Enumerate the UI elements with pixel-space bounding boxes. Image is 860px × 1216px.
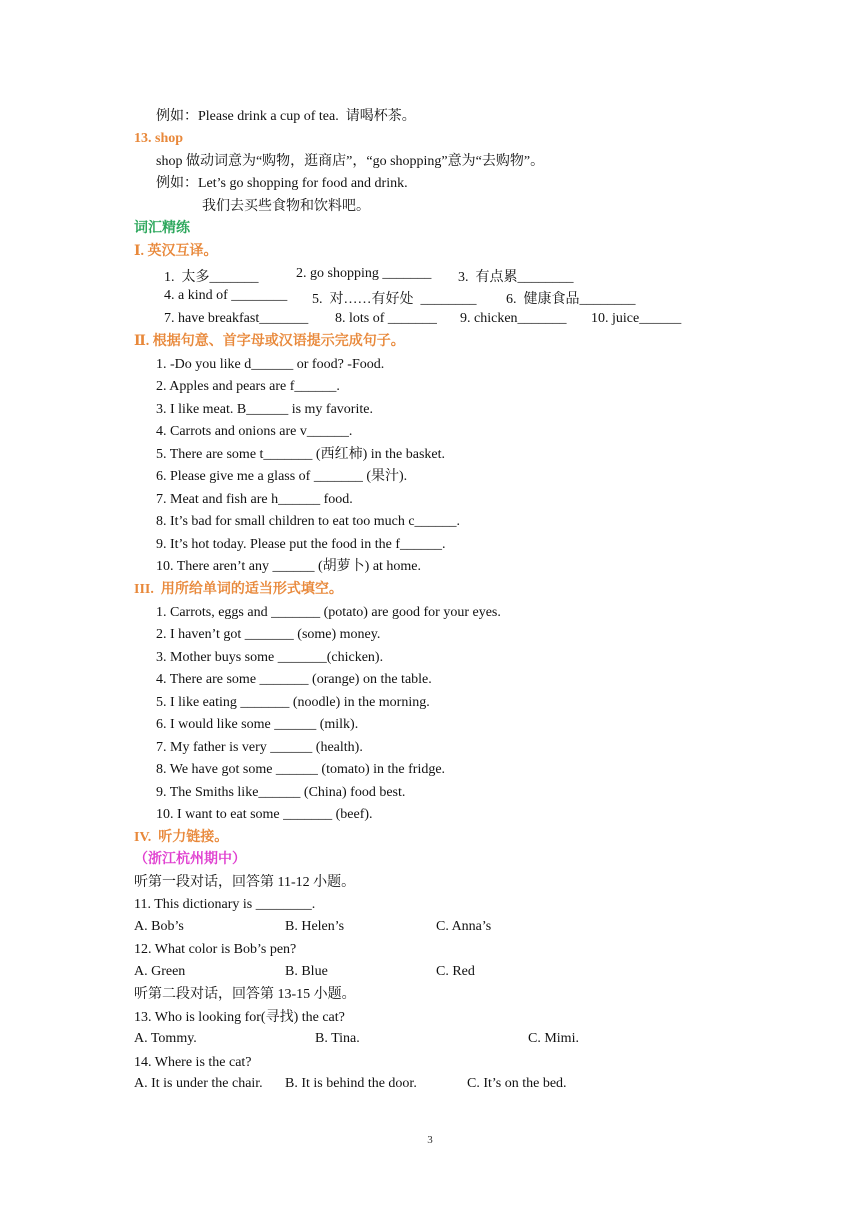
list-item: 3. I like meat. B______ is my favorite. xyxy=(156,402,373,417)
list-item: 3. Mother buys some _______(chicken). xyxy=(156,650,384,665)
list-item: 8. It’s bad for small children to eat too much c______. xyxy=(156,514,461,529)
list-item: 5. There are some t_______ (西红柿) in the basket. xyxy=(156,447,446,462)
list-item: 6. Please give me a glass of _______ (果汁). xyxy=(156,469,408,484)
vocab-item: 5. 对……有好处 ________ xyxy=(312,292,477,307)
question: 12. What color is Bob’s pen? xyxy=(134,942,297,957)
vocab-item: 4. a kind of ________ xyxy=(164,288,288,303)
option: B. Blue xyxy=(285,964,328,979)
vocab-item: 1. 太多_______ xyxy=(164,270,259,285)
option: C. Anna’s xyxy=(436,919,492,934)
example-sentence: 例如：Let’s go shopping for food and drink. xyxy=(156,176,408,191)
source-tag: （浙江杭州期中） xyxy=(134,852,246,867)
list-item: 7. My father is very ______ (health). xyxy=(156,740,363,755)
list-item: 9. The Smiths like______ (China) food best. xyxy=(156,785,406,800)
option: B. Helen’s xyxy=(285,919,345,934)
page-number: 3 xyxy=(427,1134,433,1146)
example-sentence: 例如：Please drink a cup of tea. 请喝杯茶。 xyxy=(156,109,416,124)
list-item: 6. I would like some ______ (milk). xyxy=(156,717,359,732)
option: A. It is under the chair. xyxy=(134,1076,263,1091)
part3-title: III. 用所给单词的适当形式填空。 xyxy=(134,582,343,597)
option: C. Mimi. xyxy=(528,1031,579,1046)
example-translation: 我们去买些食物和饮料吧。 xyxy=(202,199,370,214)
dialog-instruction: 听第二段对话，回答第 13-15 小题。 xyxy=(134,987,356,1002)
vocab-item: 7. have breakfast_______ xyxy=(164,311,309,326)
option: A. Green xyxy=(134,964,186,979)
part1-title: Ⅰ. 英汉互译。 xyxy=(134,244,218,259)
option: C. It’s on the bed. xyxy=(467,1076,567,1091)
list-item: 2. I haven’t got _______ (some) money. xyxy=(156,627,381,642)
option: C. Red xyxy=(436,964,475,979)
dialog-instruction: 听第一段对话，回答第 11-12 小题。 xyxy=(134,875,356,890)
list-item: 10. I want to eat some _______ (beef). xyxy=(156,807,373,822)
vocab-item: 2. go shopping _______ xyxy=(296,266,432,281)
list-item: 1. -Do you like d______ or food? -Food. xyxy=(156,357,385,372)
part4-title: IV. 听力链接。 xyxy=(134,830,229,845)
list-item: 10. There aren’t any ______ (胡萝卜) at home. xyxy=(156,559,422,574)
vocab-item: 6. 健康食品________ xyxy=(506,292,636,307)
vocab-item: 3. 有点累________ xyxy=(458,270,574,285)
option: A. Tommy. xyxy=(134,1031,197,1046)
option: B. It is behind the door. xyxy=(285,1076,417,1091)
part2-title: Ⅱ. 根据句意、首字母或汉语提示完成句子。 xyxy=(134,334,405,349)
entry-description: shop 做动词意为“购物，逛商店”，“go shopping”意为“去购物”。 xyxy=(156,154,545,169)
list-item: 4. Carrots and onions are v______. xyxy=(156,424,353,439)
section-heading-vocab: 词汇精练 xyxy=(134,221,190,236)
option: A. Bob’s xyxy=(134,919,184,934)
list-item: 8. We have got some ______ (tomato) in the fridge. xyxy=(156,762,446,777)
question: 14. Where is the cat? xyxy=(134,1055,252,1070)
vocab-item: 9. chicken_______ xyxy=(460,311,567,326)
list-item: 2. Apples and pears are f______. xyxy=(156,379,340,394)
list-item: 4. There are some _______ (orange) on the table. xyxy=(156,672,432,687)
question: 13. Who is looking for(寻找) the cat? xyxy=(134,1010,345,1025)
list-item: 5. I like eating _______ (noodle) in the morning. xyxy=(156,695,430,710)
list-item: 9. It’s hot today. Please put the food in the f______. xyxy=(156,537,446,552)
vocab-item: 8. lots of _______ xyxy=(335,311,437,326)
question: 11. This dictionary is ________. xyxy=(134,897,316,912)
option: B. Tina. xyxy=(315,1031,360,1046)
entry-heading-shop: 13. shop xyxy=(134,131,184,146)
list-item: 7. Meat and fish are h______ food. xyxy=(156,492,353,507)
list-item: 1. Carrots, eggs and _______ (potato) are good for your eyes. xyxy=(156,605,501,620)
vocab-item: 10. juice______ xyxy=(591,311,682,326)
